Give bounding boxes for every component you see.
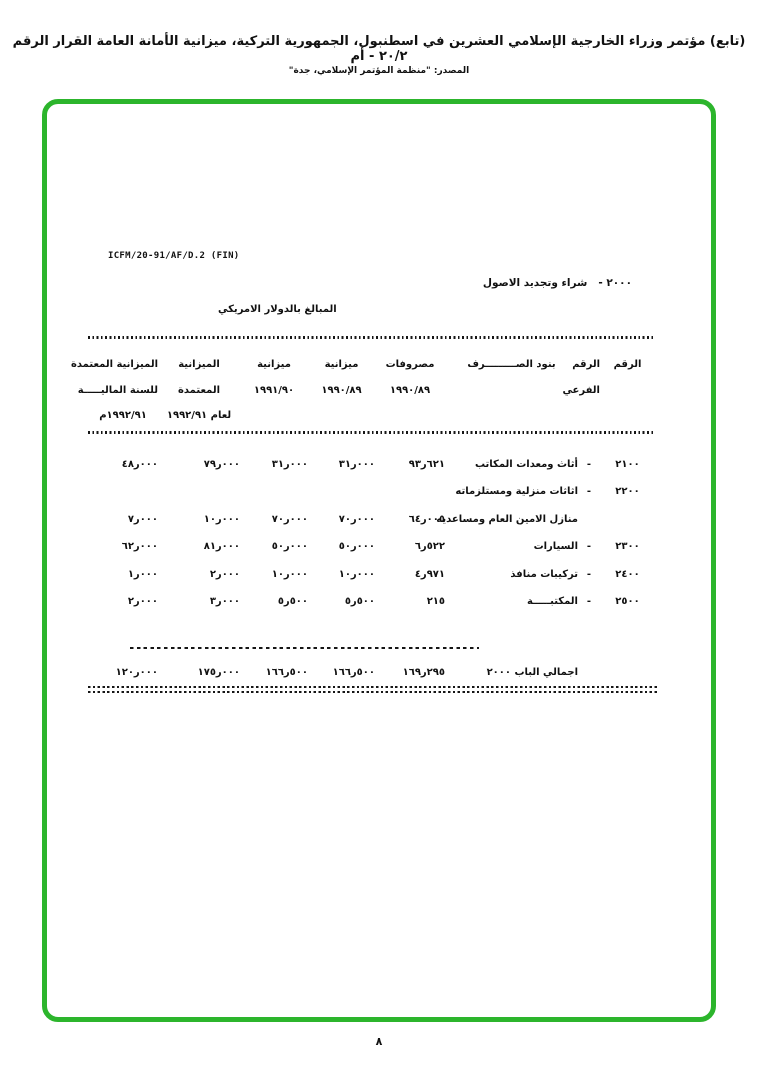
row-value: ٥ر٥٠٠	[277, 595, 308, 607]
row-value: ٣١ر٠٠٠	[271, 459, 308, 470]
row-value: ٩٣ر٦٢١	[408, 459, 445, 470]
row-dash: -	[586, 568, 592, 580]
row-value: ٦٤ر٠٠٥	[408, 513, 445, 525]
total-value: ١٦٩ر٢٩٥	[402, 667, 445, 678]
row-value	[375, 478, 445, 505]
header-line: الفرعي	[562, 384, 600, 396]
header-cell-sub	[562, 349, 600, 429]
row-value	[308, 478, 375, 505]
header-line: ١٩٩٢/٩١م	[99, 410, 147, 421]
row-dash: -	[586, 541, 592, 553]
row-value: ٥ر٥٠٠	[344, 595, 375, 607]
header-line: ١٩٩٠/٨٩	[389, 384, 431, 396]
row-item-label: تركيبات منافذ	[510, 568, 578, 580]
total-value: ١٦٦ر٥٠٠	[265, 667, 308, 678]
row-value: ٧٩ر٠٠٠	[203, 459, 240, 470]
header-line: المعتمدة	[178, 384, 220, 396]
row-value: ١٠ر٠٠٠	[338, 568, 375, 580]
ref-code: ICFM/20-91/AF/D.2 (FIN)	[108, 251, 240, 261]
row-dash: -	[586, 595, 592, 607]
header-line: الرقم	[572, 359, 600, 370]
page-number: ٨	[375, 1035, 383, 1048]
header-cell-approved_period	[71, 349, 158, 429]
row-value	[158, 478, 240, 505]
row-value: ٨١ر٠٠٠	[203, 541, 240, 553]
section-heading: ٢٠٠٠ - شراء وتجديد الاصول	[482, 277, 632, 289]
header-line: للسنة الماليـــــة	[77, 384, 158, 396]
total-value: ١٦٦ر٥٠٠	[332, 667, 375, 678]
separator-dotted-under-header	[88, 431, 655, 434]
source-note: المصدر: "منظمة المؤتمر الإسلامي، جدة"	[288, 66, 470, 76]
table-header-row	[71, 349, 655, 429]
header-line: الميزانية المعتمدة	[71, 359, 158, 370]
row-code: ٢٥٠٠	[615, 595, 640, 607]
currency-note: المبالغ بالدولار الامريكي	[218, 304, 337, 315]
row-item-label: اثاثات منزلية ومستلزماته	[455, 486, 578, 498]
header-line: الميزانية	[178, 359, 220, 370]
header-cell-expenses	[375, 349, 445, 429]
row-dash: -	[586, 486, 592, 498]
header-cell-budget_89	[308, 349, 375, 429]
header-line: بنود الصـــــــــرف	[467, 359, 556, 370]
row-value: ٢ر٠٠٠	[209, 568, 240, 580]
row-value: ٤ر٩٧١	[414, 568, 445, 580]
row-value: ٦ر٥٢٢	[414, 541, 445, 553]
total-label: اجمالي الباب ٢٠٠٠	[486, 667, 578, 678]
header-line: الرقم	[613, 359, 642, 370]
row-value	[88, 478, 158, 505]
row-code: ٢٢٠٠	[615, 486, 640, 498]
total-row	[88, 659, 655, 688]
row-value: ٢ر٠٠٠	[127, 595, 158, 607]
total-code	[600, 659, 655, 688]
row-value	[240, 478, 308, 505]
row-item-label: منازل الامين العام ومساعديه	[436, 513, 578, 525]
page-title: (تابع) مؤتمر وزراء الخارجية الإسلامي العشرين في اسطنبول، الجمهورية التركية، ميزانية الأمانة العامة القرار الرقم ٢٠/٢ - أم	[12, 34, 746, 64]
row-value: ٤٨ر٠٠٠	[121, 459, 158, 470]
row-value: ١٠ر٠٠٠	[203, 513, 240, 525]
separator-dotted-top	[88, 336, 655, 339]
row-value: ٧٠ر٠٠٠	[338, 513, 375, 525]
total-value: ١٢٠ر٠٠٠	[115, 667, 158, 678]
row-item-label: أثاث ومعدات المكاتب	[474, 459, 578, 470]
row-value: ٥٠ر٠٠٠	[338, 541, 375, 553]
row-dash: -	[586, 459, 592, 470]
header-cell-budget_90	[240, 349, 308, 429]
row-dash	[578, 506, 600, 533]
header-line: ميزانية	[257, 359, 291, 370]
header-line: لعام ١٩٩٢/٩١	[166, 410, 232, 421]
row-value: ١٠ر٠٠٠	[271, 568, 308, 580]
total-dash	[578, 659, 600, 688]
row-value: ٣١ر٠٠٠	[338, 459, 375, 470]
row-value: ٧٠ر٠٠٠	[271, 513, 308, 525]
header-cell-approved_92	[158, 349, 240, 429]
row-code: ٢٤٠٠	[615, 568, 640, 580]
header-cell-item	[445, 349, 578, 429]
total-value: ١٧٥ر٠٠٠	[197, 667, 240, 678]
row-code: ٢١٠٠	[615, 459, 640, 470]
row-code: ٢٣٠٠	[615, 541, 640, 553]
header-line: ١٩٩١/٩٠	[253, 384, 295, 396]
row-item-label: المكتبـــــة	[526, 595, 578, 607]
header-line: ١٩٩٠/٨٩	[321, 384, 362, 396]
row-value: ٧ر٠٠٠	[127, 513, 158, 525]
row-value: ١ر٠٠٠	[127, 568, 158, 580]
row-item-label: السيارات	[533, 541, 578, 553]
header-cell-code	[600, 349, 655, 429]
row-value: ٥٠ر٠٠٠	[271, 541, 308, 553]
row-value: ٣ر٠٠٠	[209, 595, 240, 607]
table-body	[88, 451, 655, 615]
header-line: مصروفات	[385, 359, 435, 370]
row-code	[600, 506, 655, 533]
separator-dashed-above-total	[130, 647, 479, 649]
row-value: ٢١٥	[426, 595, 445, 607]
row-value: ٦٢ر٠٠٠	[121, 541, 158, 553]
header-line: ميزانية	[324, 359, 359, 370]
